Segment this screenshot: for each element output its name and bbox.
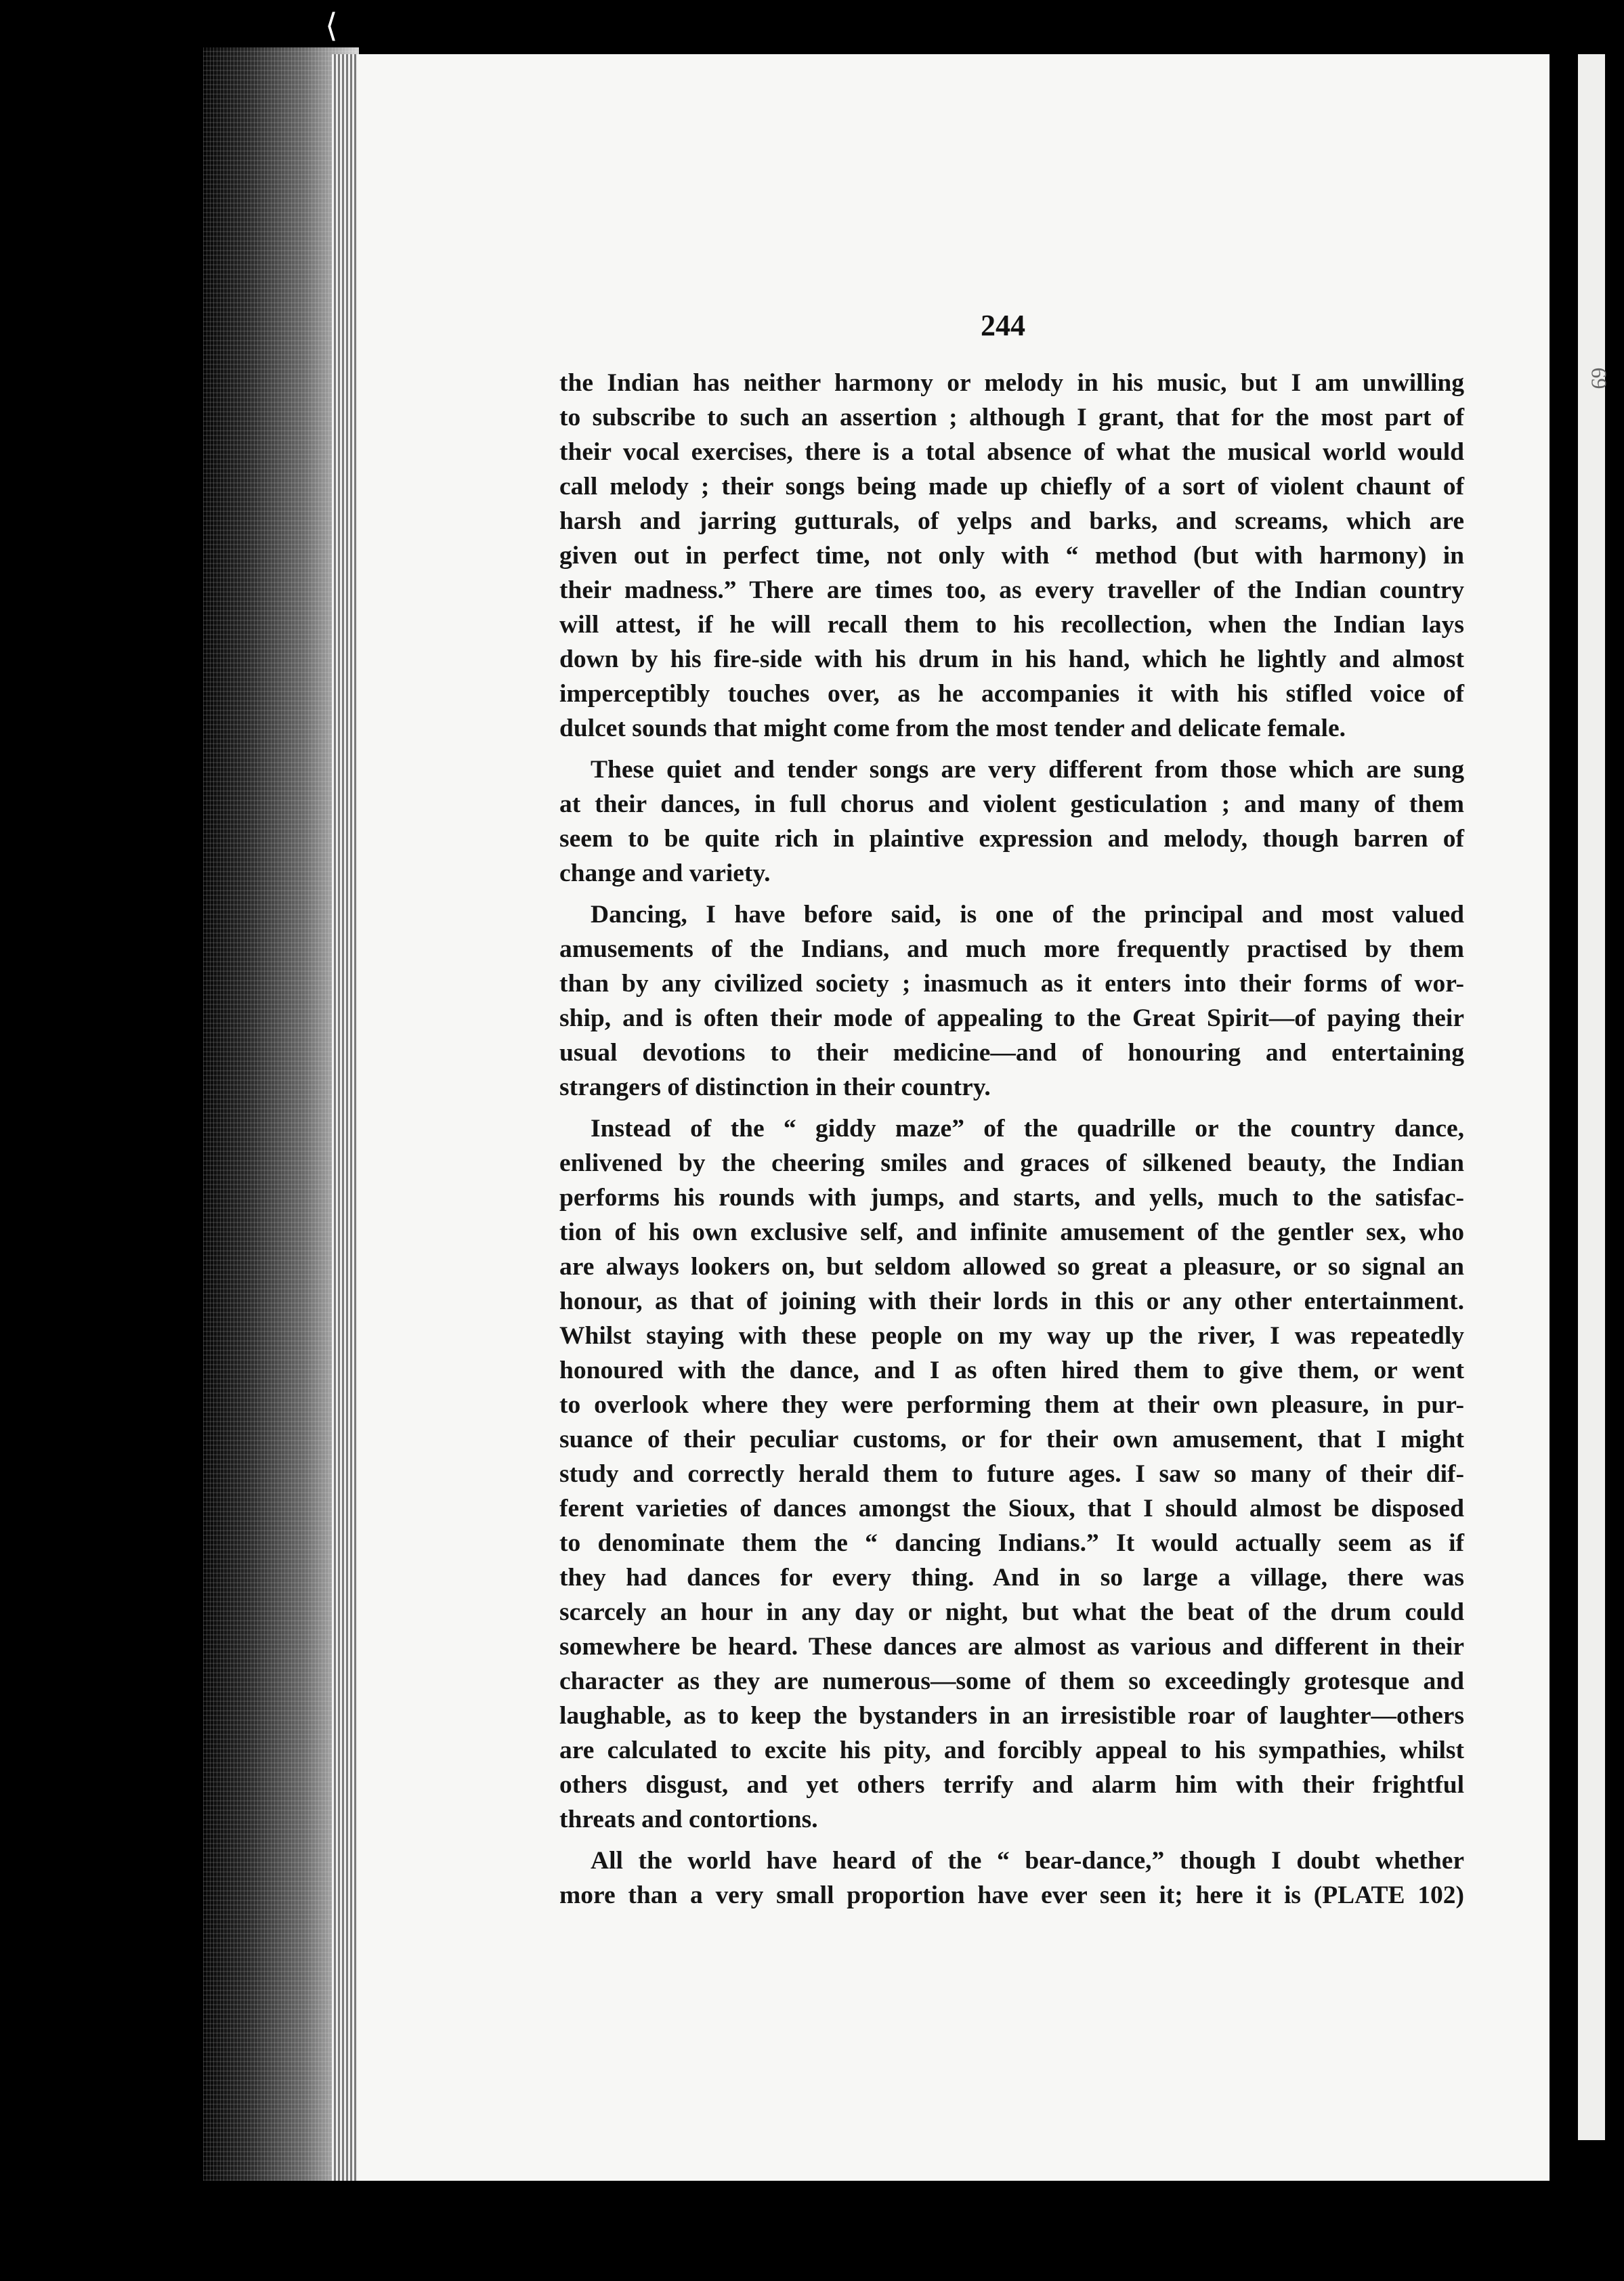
text-line: honoured with the dance, and I as often hired them to give them, or went [559, 1357, 1464, 1384]
text-line: are calculated to excite his pity, and forcibly appeal to his sympathies, whilst [559, 1736, 1464, 1764]
text-line: are always lookers on, but seldom allowed so great a pleasure, or so signal an [559, 1253, 1464, 1281]
text-line: to denominate them the “ dancing Indians.” It would actually seem as if [559, 1529, 1464, 1557]
text-line: ship, and is often their mode of appealing to the Great Spirit—of paying their [559, 1004, 1464, 1032]
text-line: will attest, if he will recall them to his recollection, when the Indian lays [559, 611, 1464, 639]
text-line: change and variety. [559, 859, 771, 887]
text-line: Instead of the “ giddy maze” of the quadrille or the country dance, [591, 1115, 1464, 1143]
text-line: they had dances for every thing. And in so large a village, there was [559, 1564, 1464, 1592]
text-line: study and correctly herald them to future ages. I saw so many of their dif- [559, 1460, 1464, 1488]
text-line: usual devotions to their medicine—and of honouring and entertaining [559, 1039, 1464, 1067]
text-line: their vocal exercises, there is a total absence of what the musical world would [559, 438, 1464, 466]
text-line: character as they are numerous—some of them so exceedingly grotesque and [559, 1667, 1464, 1695]
text-line: amusements of the Indians, and much more frequently practised by them [559, 935, 1464, 963]
text-line: dulcet sounds that might come from the most tender and delicate female. [559, 715, 1346, 742]
page-number: 244 [981, 309, 1025, 342]
text-line: suance of their peculiar customs, or for their own amusement, that I might [559, 1426, 1464, 1453]
margin-mark: 69 [1587, 367, 1612, 389]
text-line: than by any civilized society ; inasmuch as it enters into their forms of wor- [559, 970, 1464, 998]
text-line: All the world have heard of the “ bear-dance,” though I doubt whether [591, 1847, 1464, 1875]
text-line: These quiet and tender songs are very different from those which are sung [591, 756, 1464, 784]
text-line: the Indian has neither harmony or melody in his music, but I am unwilling [559, 369, 1464, 397]
text-line: seem to be quite rich in plaintive expression and melody, though barren of [559, 825, 1464, 853]
text-line: strangers of distinction in their country. [559, 1073, 991, 1101]
text-line: imperceptibly touches over, as he accompanies it with his stifled voice of [559, 680, 1464, 708]
page-body-text [559, 366, 1464, 1913]
text-line: down by his fire-side with his drum in his hand, which he lightly and almost [559, 645, 1464, 673]
text-line: scarcely an hour in any day or night, but what the beat of the drum could [559, 1598, 1464, 1626]
text-line: threats and contortions. [559, 1806, 818, 1833]
corner-mark-icon: ⟨ [325, 8, 338, 44]
text-line: tion of his own exclusive self, and infinite amusement of the gentler sex, who [559, 1218, 1464, 1246]
text-line: to subscribe to such an assertion ; although I grant, that for the most part of [559, 404, 1464, 431]
text-line: their madness.” There are times too, as every traveller of the Indian country [559, 576, 1464, 604]
text-line: laughable, as to keep the bystanders in an irresistible roar of laughter—others [559, 1702, 1464, 1730]
text-line: others disgust, and yet others terrify and alarm him with their frightful [559, 1771, 1464, 1799]
text-line: honour, as that of joining with their lords in this or any other entertainment. [559, 1287, 1464, 1315]
text-line: given out in perfect time, not only with “ method (but with harmony) in [559, 542, 1464, 570]
page-stack-edge [332, 54, 359, 2181]
text-line: at their dances, in full chorus and violent gesticulation ; and many of them [559, 790, 1464, 818]
text-line: call melody ; their songs being made up chiefly of a sort of violent chaunt of [559, 473, 1464, 500]
text-line: more than a very small proportion have ever seen it; here it is (PLATE 102) [559, 1881, 1464, 1909]
text-line: performs his rounds with jumps, and starts, and yells, much to the satisfac- [559, 1184, 1464, 1212]
text-line: ferent varieties of dances amongst the Sioux, that I should almost be disposed [559, 1495, 1464, 1522]
text-line: harsh and jarring gutturals, of yelps and barks, and screams, which are [559, 507, 1464, 535]
text-line: enlivened by the cheering smiles and graces of silkened beauty, the Indian [559, 1149, 1464, 1177]
text-line: somewhere be heard. These dances are almost as various and different in their [559, 1633, 1464, 1661]
text-line: Whilst staying with these people on my way up the river, I was repeatedly [559, 1322, 1464, 1350]
text-line: Dancing, I have before said, is one of the principal and most valued [591, 901, 1464, 929]
text-line: to overlook where they were performing them at their own pleasure, in pur- [559, 1391, 1464, 1419]
